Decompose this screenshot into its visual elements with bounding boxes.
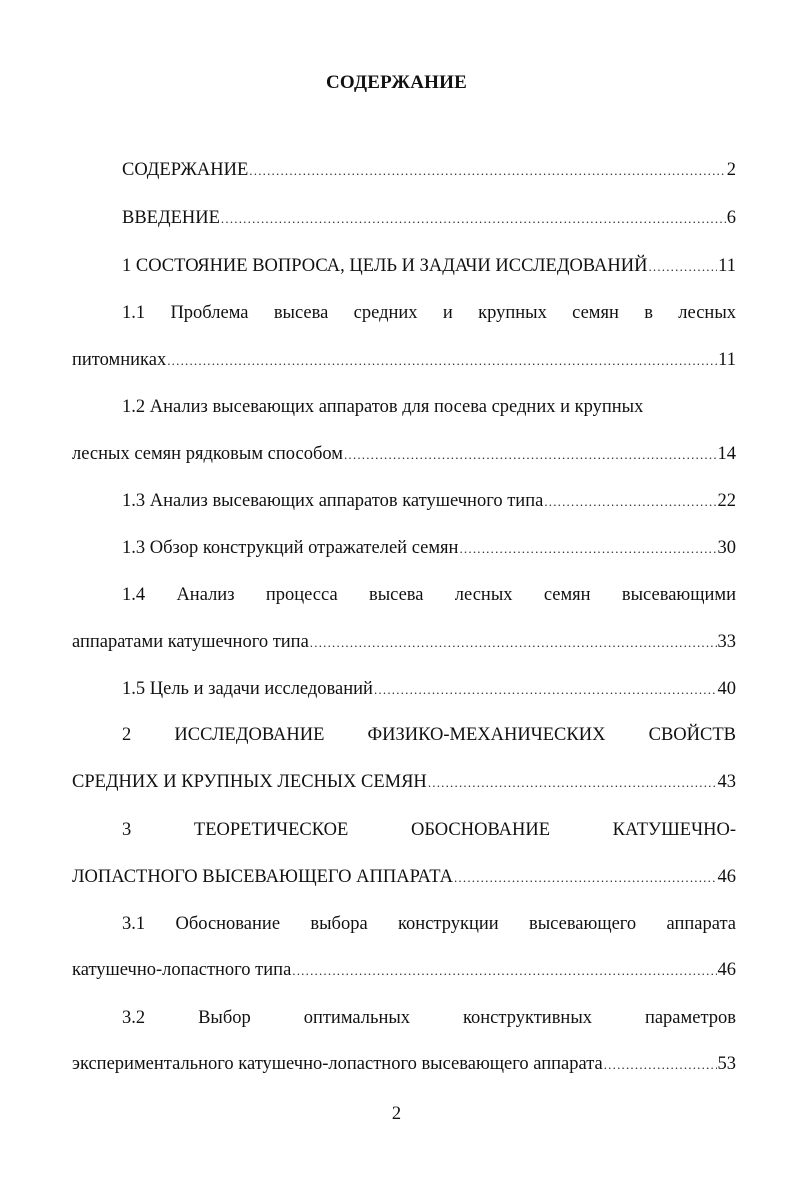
toc-entry-text: 1.5 Цель и задачи исследований bbox=[122, 679, 373, 699]
toc-entry-line1[interactable]: 1.4 Анализ процесса высева лесных семян высевающими bbox=[122, 585, 736, 605]
toc-entry[interactable] bbox=[72, 867, 736, 893]
leader-dots bbox=[221, 211, 726, 227]
leader-dots bbox=[454, 870, 717, 886]
toc-entry-text: 1.3 Обзор конструкций отражателей семян bbox=[122, 538, 459, 558]
toc-entry-text: аппаратами катушечного типа bbox=[72, 632, 309, 652]
leader-dots bbox=[249, 163, 725, 179]
toc-entry[interactable] bbox=[122, 491, 736, 517]
toc-page-number: 40 bbox=[717, 679, 736, 699]
toc-entry-line1[interactable]: 3 ТЕОРЕТИЧЕСКОЕ ОБОСНОВАНИЕ КАТУШЕЧНО- bbox=[122, 820, 736, 840]
leader-dots bbox=[292, 963, 716, 979]
toc-entry[interactable] bbox=[72, 772, 736, 798]
toc-page-number: 46 bbox=[717, 867, 736, 887]
toc-page-number: 6 bbox=[726, 208, 736, 228]
toc-page-number: 11 bbox=[718, 256, 736, 276]
toc-entry-text: ВВЕДЕНИЕ bbox=[122, 208, 220, 228]
toc-entry[interactable] bbox=[72, 632, 736, 658]
toc-entry[interactable] bbox=[72, 960, 736, 986]
leader-dots bbox=[459, 541, 716, 557]
toc-entry[interactable] bbox=[72, 350, 736, 376]
toc-entry-line1[interactable]: 1.2 Анализ высевающих аппаратов для посева средних и крупных bbox=[122, 397, 644, 417]
toc-entry-line1[interactable]: 1.1 Проблема высева средних и крупных семян в лесных bbox=[122, 303, 736, 323]
toc-entry-text: СОДЕРЖАНИЕ bbox=[122, 160, 249, 180]
toc-entry-text: лесных семян рядковым способом bbox=[72, 444, 343, 464]
page-title: СОДЕРЖАНИЕ bbox=[326, 72, 467, 93]
toc-entry-text: питомниках bbox=[72, 350, 167, 370]
toc-entry-line1[interactable]: 3.1 Обоснование выбора конструкции высевающего аппарата bbox=[122, 914, 736, 934]
toc-entry-text: экспериментального катушечно-лопастного высевающего аппарата bbox=[72, 1054, 603, 1074]
toc-entry-line1[interactable]: 2 ИССЛЕДОВАНИЕ ФИЗИКО-МЕХАНИЧЕСКИХ СВОЙСТВ bbox=[122, 725, 736, 745]
toc-entry[interactable] bbox=[122, 160, 736, 186]
toc-entry-text: ЛОПАСТНОГО ВЫСЕВАЮЩЕГО АППАРАТА bbox=[72, 867, 453, 887]
leader-dots bbox=[310, 635, 717, 651]
leader-dots bbox=[374, 682, 717, 698]
toc-entry-text: катушечно-лопастного типа bbox=[72, 960, 292, 980]
toc-page-number: 30 bbox=[717, 538, 736, 558]
toc-entry[interactable] bbox=[72, 1054, 736, 1080]
toc-entry[interactable] bbox=[122, 679, 736, 705]
toc-page-number: 22 bbox=[717, 491, 736, 511]
toc-page-number: 14 bbox=[717, 444, 736, 464]
toc-page-number: 33 bbox=[717, 632, 736, 652]
toc-entry[interactable] bbox=[122, 208, 736, 234]
toc-page-number: 43 bbox=[717, 772, 736, 792]
toc-page-number: 46 bbox=[717, 960, 736, 980]
toc-page-number: 53 bbox=[717, 1054, 736, 1074]
toc-entry[interactable] bbox=[122, 538, 736, 564]
leader-dots bbox=[604, 1057, 717, 1073]
leader-dots bbox=[428, 775, 717, 791]
leader-dots bbox=[544, 494, 716, 510]
toc-entry-line1[interactable]: 3.2 Выбор оптимальных конструктивных параметров bbox=[122, 1008, 736, 1028]
leader-dots bbox=[648, 259, 717, 275]
toc-entry[interactable] bbox=[72, 444, 736, 470]
toc-entry[interactable] bbox=[122, 256, 736, 282]
toc-entry-text: СРЕДНИХ И КРУПНЫХ ЛЕСНЫХ СЕМЯН bbox=[72, 772, 427, 792]
page-number: 2 bbox=[391, 1104, 402, 1124]
toc-entry-text: 1.3 Анализ высевающих аппаратов катушечного типа bbox=[122, 491, 544, 511]
toc-page-number: 2 bbox=[726, 160, 736, 180]
leader-dots bbox=[167, 353, 717, 369]
leader-dots bbox=[344, 447, 717, 463]
toc-entry-text: 1 СОСТОЯНИЕ ВОПРОСА, ЦЕЛЬ И ЗАДАЧИ ИССЛЕДОВАНИЙ bbox=[122, 256, 648, 276]
toc-page-number: 11 bbox=[718, 350, 736, 370]
